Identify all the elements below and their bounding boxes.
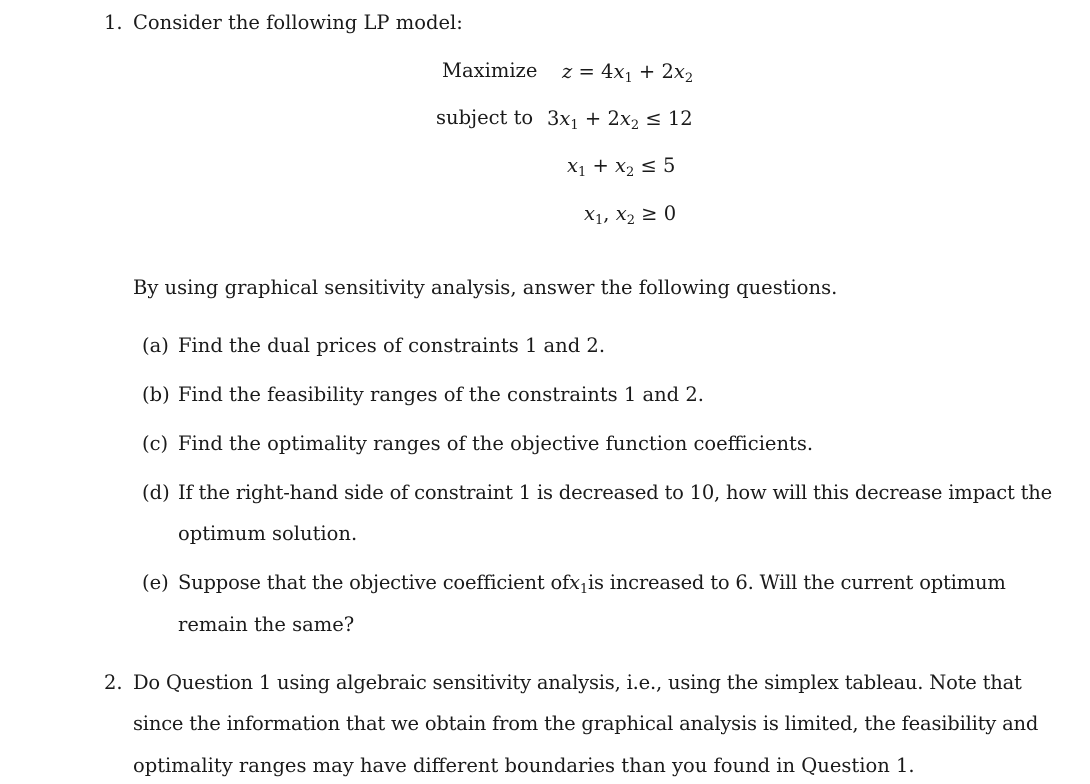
item-d-line-1: If the right-hand side of constraint 1 is decreased to 10, how will this decrease impact the xyxy=(178,481,1052,504)
item-d-line-2: optimum solution. xyxy=(178,522,358,545)
item-e-label: (e) xyxy=(142,571,169,594)
subject-to-label: subject to xyxy=(436,106,534,129)
item-e-line-1 xyxy=(178,571,1006,597)
nonnegativity-constraint: $x_1$, $x_2 \ge 0$ xyxy=(584,202,677,228)
objective-function: $z = 4x_1 + 2x_2$ xyxy=(562,60,694,86)
item-e-variable: $x_1$ xyxy=(569,571,588,597)
item-e-line-1-after: is increased to 6. Will the current optimum xyxy=(587,571,1006,594)
question-2-line-2: since the information that we obtain from the graphical analysis is limited, the feasibility and xyxy=(133,712,1039,735)
question-2-line-1: Do Question 1 using algebraic sensitivity analysis, i.e., using the simplex tableau. Note that xyxy=(133,671,1022,694)
item-c-label: (c) xyxy=(142,432,169,455)
item-a-label: (a) xyxy=(142,334,169,357)
question-1-number: 1. xyxy=(104,11,123,34)
maximize-label: Maximize xyxy=(442,59,538,82)
item-e-line-2: remain the same? xyxy=(178,613,355,636)
constraint-2: $x_1 + x_2 \le 5$ xyxy=(567,154,676,180)
item-b-text: Find the feasibility ranges of the constraints 1 and 2. xyxy=(178,383,704,406)
question-2-number: 2. xyxy=(104,671,123,694)
item-c-text: Find the optimality ranges of the objective function coefficients. xyxy=(178,432,814,455)
item-a-text: Find the dual prices of constraints 1 and 2. xyxy=(178,334,606,357)
instruction-text: By using graphical sensitivity analysis, answer the following questions. xyxy=(133,276,838,299)
question-2-line-3: optimality ranges may have different boundaries than you found in Question 1. xyxy=(133,754,915,777)
item-b-label: (b) xyxy=(142,383,170,406)
item-e-line-1-before: Suppose that the objective coefficient of xyxy=(178,571,570,594)
constraint-1: $3x_1 + 2x_2 \le 12$ xyxy=(547,107,693,133)
question-1-intro: Consider the following LP model: xyxy=(133,11,463,34)
item-d-label: (d) xyxy=(142,481,170,504)
